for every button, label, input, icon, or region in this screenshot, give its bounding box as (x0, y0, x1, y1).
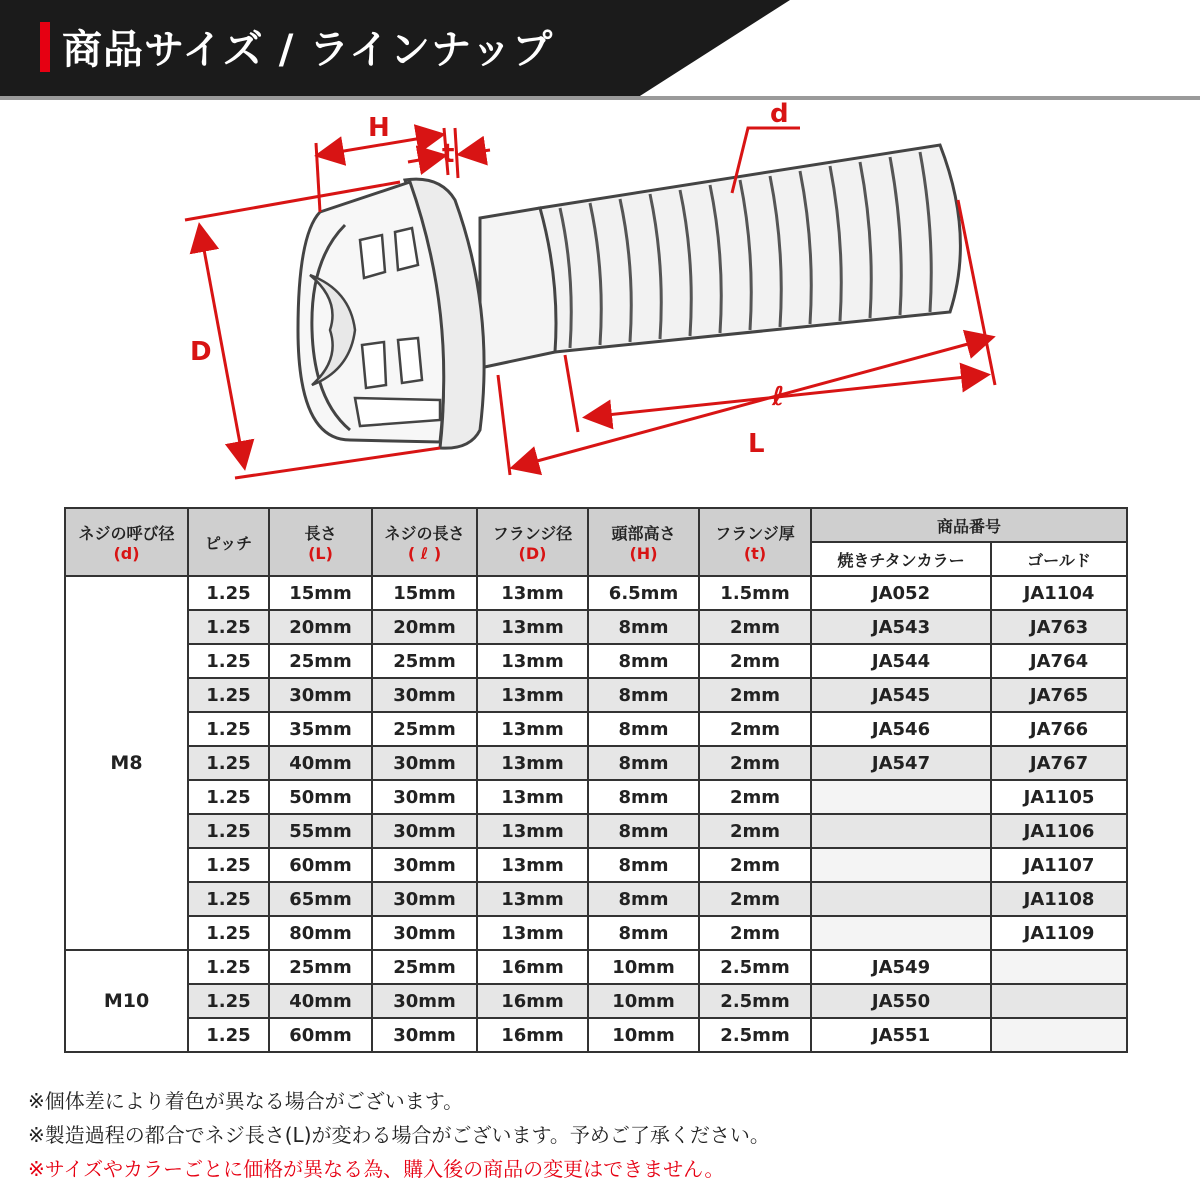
length-cell: 65mm (269, 882, 372, 916)
gold-part-cell (991, 1018, 1127, 1052)
head-height-cell: 8mm (588, 848, 699, 882)
spec-table (64, 507, 1128, 1053)
length-cell: 50mm (269, 780, 372, 814)
flange-thickness-cell: 2mm (699, 916, 811, 950)
dim-line-l-right (958, 200, 995, 385)
header-part-number: 商品番号 (811, 508, 1127, 542)
length-cell: 25mm (269, 950, 372, 984)
table-row (65, 712, 1127, 746)
label-L: L (748, 429, 765, 459)
table-row (65, 848, 1127, 882)
table-row (65, 610, 1127, 644)
titanium-part-cell: JA549 (811, 950, 991, 984)
note-1: ※個体差により着色が異なる場合がございます。 (28, 1089, 464, 1113)
titanium-part-cell: JA052 (811, 576, 991, 610)
flange-thickness-cell: 2.5mm (699, 984, 811, 1018)
thread-length-cell: 25mm (372, 712, 477, 746)
gold-part-cell: JA1107 (991, 848, 1127, 882)
header-flange-diameter: フランジ径 (D) (477, 508, 588, 576)
header-thread-length: ネジの長さ ( ℓ ) (372, 508, 477, 576)
head-height-cell: 10mm (588, 984, 699, 1018)
head-height-cell: 10mm (588, 1018, 699, 1052)
flange-thickness-cell: 2mm (699, 610, 811, 644)
bolt-thread (540, 145, 960, 352)
titanium-part-cell: JA543 (811, 610, 991, 644)
pitch-cell: 1.25 (188, 916, 269, 950)
note-2: ※製造過程の都合でネジ長さ(L)が変わる場合がございます。予めご了承ください。 (28, 1123, 770, 1147)
thread-length-cell: 25mm (372, 644, 477, 678)
length-cell: 25mm (269, 644, 372, 678)
page-title: 商品サイズ / ラインナップ (62, 27, 554, 73)
thread-length-cell: 30mm (372, 678, 477, 712)
dim-line-L-left (498, 375, 510, 475)
pitch-cell: 1.25 (188, 746, 269, 780)
table-row (65, 1018, 1127, 1052)
note-3: ※サイズやカラーごとに価格が異なる為、購入後の商品の変更はできません。 (28, 1157, 725, 1181)
titanium-part-cell (811, 882, 991, 916)
pitch-cell: 1.25 (188, 882, 269, 916)
table-row (65, 814, 1127, 848)
length-cell: 20mm (269, 610, 372, 644)
label-d: d (770, 100, 789, 129)
table-row (65, 678, 1127, 712)
titanium-part-cell: JA551 (811, 1018, 991, 1052)
table-row (65, 916, 1127, 950)
gold-part-cell: JA1104 (991, 576, 1127, 610)
titanium-part-cell: JA545 (811, 678, 991, 712)
header-titanium: 焼きチタンカラー (811, 542, 991, 576)
pitch-cell: 1.25 (188, 814, 269, 848)
bolt-head (298, 182, 444, 442)
flange-thickness-cell: 2mm (699, 814, 811, 848)
bolt-diagram (0, 100, 1200, 495)
table-row (65, 950, 1127, 984)
dim-line-d-bottom (235, 448, 440, 478)
flange-thickness-cell: 2mm (699, 644, 811, 678)
length-cell: 55mm (269, 814, 372, 848)
thread-length-cell: 30mm (372, 882, 477, 916)
pitch-cell: 1.25 (188, 712, 269, 746)
dim-line-h-left (316, 143, 320, 212)
flange-diameter-cell: 13mm (477, 576, 588, 610)
head-height-cell: 8mm (588, 712, 699, 746)
flange-diameter-cell: 16mm (477, 950, 588, 984)
header-pitch: ピッチ (188, 508, 269, 576)
pitch-cell: 1.25 (188, 610, 269, 644)
thread-length-cell: 30mm (372, 848, 477, 882)
dim-line-l-left (565, 355, 578, 432)
titanium-part-cell (811, 848, 991, 882)
flange-thickness-cell: 2mm (699, 712, 811, 746)
flange-thickness-cell: 2mm (699, 678, 811, 712)
flange-diameter-cell: 13mm (477, 882, 588, 916)
header-nominal: ネジの呼び径 (d) (65, 508, 188, 576)
gold-part-cell: JA766 (991, 712, 1127, 746)
dim-line-t-right (455, 128, 458, 178)
gold-part-cell: JA767 (991, 746, 1127, 780)
flange-thickness-cell: 2mm (699, 848, 811, 882)
gold-part-cell: JA1108 (991, 882, 1127, 916)
length-cell: 35mm (269, 712, 372, 746)
size-cell: M8 (65, 576, 188, 950)
label-t: t (442, 139, 455, 169)
thread-length-cell: 30mm (372, 746, 477, 780)
length-cell: 60mm (269, 1018, 372, 1052)
size-cell: M10 (65, 950, 188, 1052)
length-cell: 40mm (269, 984, 372, 1018)
dim-arrow-t-left (408, 156, 442, 162)
titanium-part-cell: JA550 (811, 984, 991, 1018)
flange-diameter-cell: 13mm (477, 678, 588, 712)
table-body (65, 576, 1127, 1052)
header-head-height: 頭部高さ (H) (588, 508, 699, 576)
flange-thickness-cell: 1.5mm (699, 576, 811, 610)
head-height-cell: 8mm (588, 610, 699, 644)
gold-part-cell: JA765 (991, 678, 1127, 712)
flange-diameter-cell: 13mm (477, 848, 588, 882)
pitch-cell: 1.25 (188, 576, 269, 610)
gold-part-cell: JA1106 (991, 814, 1127, 848)
table-row (65, 576, 1127, 610)
length-cell: 40mm (269, 746, 372, 780)
flange-thickness-cell: 2mm (699, 746, 811, 780)
header-gold: ゴールド (991, 542, 1127, 576)
head-height-cell: 8mm (588, 746, 699, 780)
flange-diameter-cell: 13mm (477, 712, 588, 746)
flange-thickness-cell: 2mm (699, 882, 811, 916)
pitch-cell: 1.25 (188, 848, 269, 882)
banner-accent-bar (40, 22, 50, 72)
thread-length-cell: 30mm (372, 916, 477, 950)
table-row (65, 780, 1127, 814)
flange-diameter-cell: 16mm (477, 984, 588, 1018)
table-header-row (65, 508, 1127, 542)
head-height-cell: 8mm (588, 882, 699, 916)
flange-diameter-cell: 13mm (477, 610, 588, 644)
length-cell: 30mm (269, 678, 372, 712)
table-row (65, 984, 1127, 1018)
pitch-cell: 1.25 (188, 678, 269, 712)
thread-length-cell: 30mm (372, 1018, 477, 1052)
thread-length-cell: 20mm (372, 610, 477, 644)
head-height-cell: 10mm (588, 950, 699, 984)
flange-diameter-cell: 13mm (477, 746, 588, 780)
head-height-cell: 8mm (588, 780, 699, 814)
label-H: H (368, 113, 390, 143)
titanium-part-cell (811, 780, 991, 814)
titanium-part-cell (811, 814, 991, 848)
gold-part-cell: JA1109 (991, 916, 1127, 950)
gold-part-cell (991, 950, 1127, 984)
label-l: ℓ (772, 382, 785, 412)
header-banner (0, 0, 1200, 96)
thread-length-cell: 30mm (372, 780, 477, 814)
pitch-cell: 1.25 (188, 1018, 269, 1052)
notes (28, 1084, 770, 1186)
thread-length-cell: 25mm (372, 950, 477, 984)
head-height-cell: 8mm (588, 916, 699, 950)
gold-part-cell: JA764 (991, 644, 1127, 678)
dim-arrow-t-right (462, 150, 490, 154)
pitch-cell: 1.25 (188, 644, 269, 678)
bolt-neck (480, 208, 556, 368)
titanium-part-cell: JA547 (811, 746, 991, 780)
pitch-cell: 1.25 (188, 780, 269, 814)
table-row (65, 882, 1127, 916)
flange-diameter-cell: 13mm (477, 916, 588, 950)
pitch-cell: 1.25 (188, 950, 269, 984)
head-height-cell: 8mm (588, 814, 699, 848)
length-cell: 80mm (269, 916, 372, 950)
length-cell: 60mm (269, 848, 372, 882)
thread-length-cell: 30mm (372, 984, 477, 1018)
gold-part-cell (991, 984, 1127, 1018)
flange-thickness-cell: 2.5mm (699, 950, 811, 984)
table-row (65, 746, 1127, 780)
gold-part-cell: JA1105 (991, 780, 1127, 814)
head-height-cell: 8mm (588, 644, 699, 678)
length-cell: 15mm (269, 576, 372, 610)
head-height-cell: 6.5mm (588, 576, 699, 610)
titanium-part-cell: JA546 (811, 712, 991, 746)
header-flange-thickness: フランジ厚 (t) (699, 508, 811, 576)
flange-diameter-cell: 13mm (477, 644, 588, 678)
flange-diameter-cell: 13mm (477, 780, 588, 814)
label-D: D (190, 337, 212, 367)
flange-diameter-cell: 13mm (477, 814, 588, 848)
flange-thickness-cell: 2.5mm (699, 1018, 811, 1052)
head-height-cell: 8mm (588, 678, 699, 712)
thread-length-cell: 15mm (372, 576, 477, 610)
thread-length-cell: 30mm (372, 814, 477, 848)
titanium-part-cell (811, 916, 991, 950)
header-length: 長さ (L) (269, 508, 372, 576)
gold-part-cell: JA763 (991, 610, 1127, 644)
table-row (65, 644, 1127, 678)
dim-arrow-l (588, 375, 985, 417)
flange-thickness-cell: 2mm (699, 780, 811, 814)
titanium-part-cell: JA544 (811, 644, 991, 678)
flange-diameter-cell: 16mm (477, 1018, 588, 1052)
pitch-cell: 1.25 (188, 984, 269, 1018)
